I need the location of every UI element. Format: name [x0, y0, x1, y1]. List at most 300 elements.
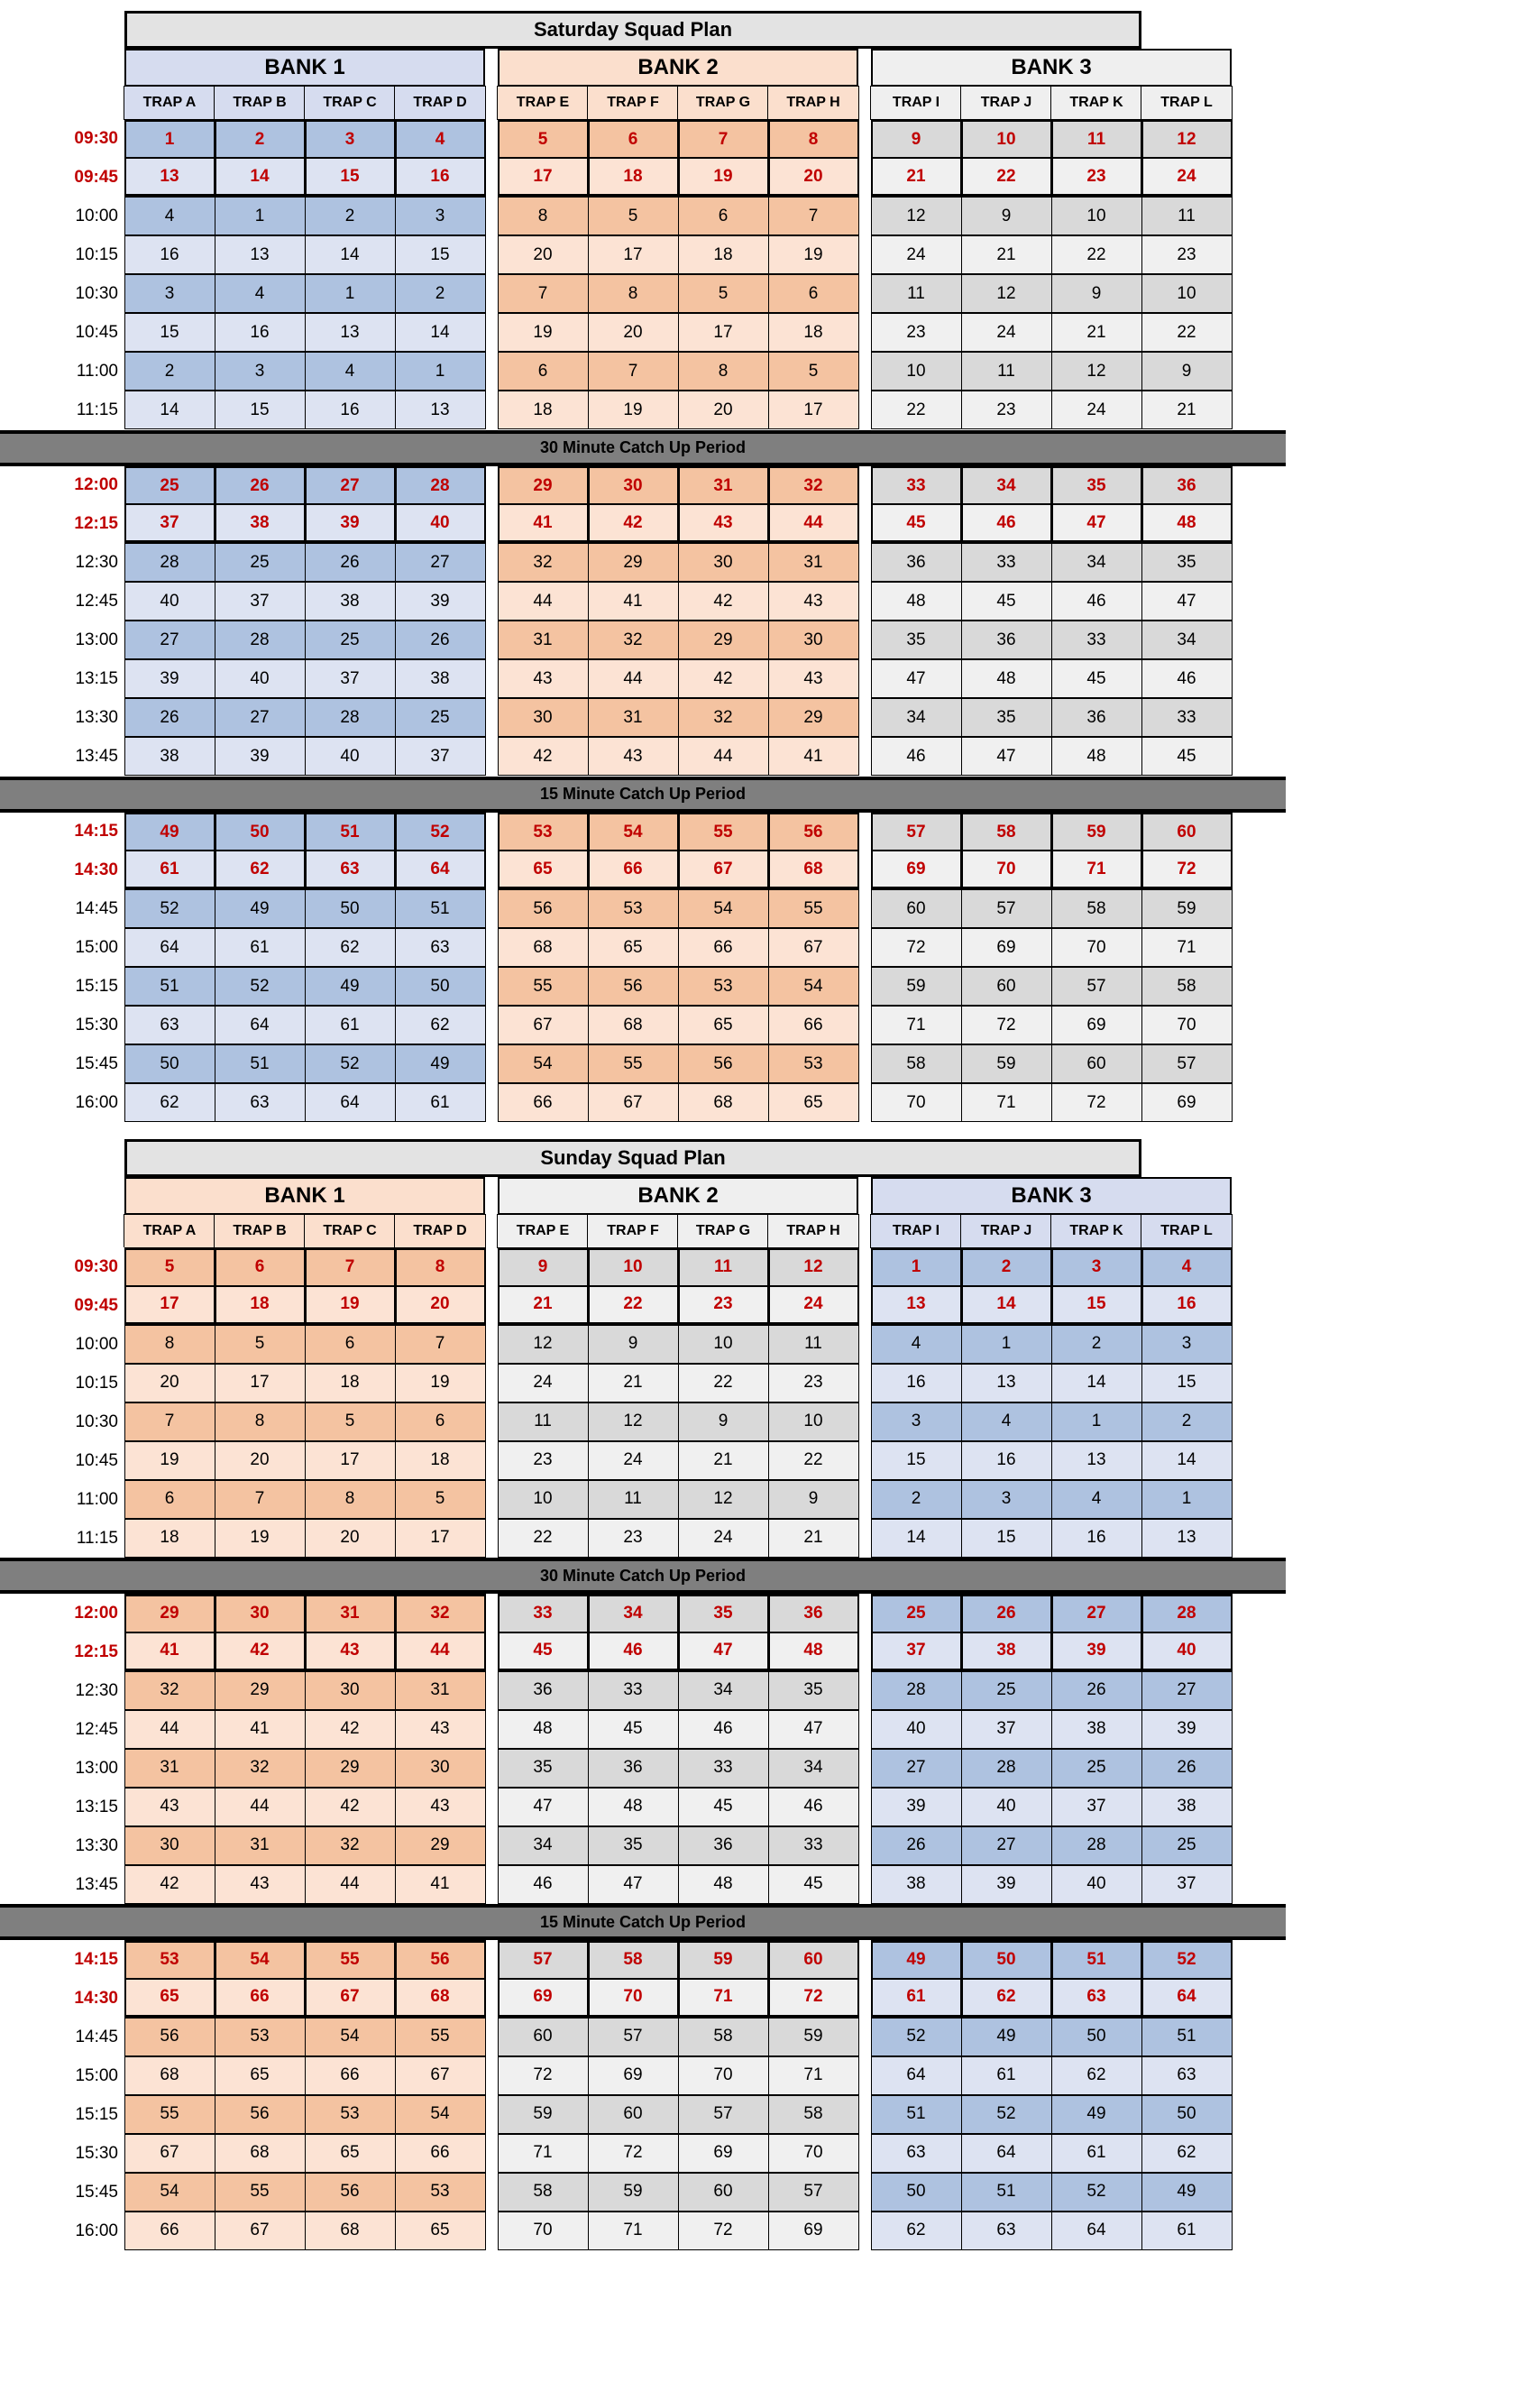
cell-value: 10	[961, 119, 1052, 158]
trap-header-trap-j: TRAP J	[960, 1214, 1052, 1248]
cell-value: 22	[1141, 313, 1233, 352]
grid-spacer	[485, 49, 498, 87]
cell-value: 57	[768, 2173, 859, 2212]
grid-spacer	[485, 851, 498, 890]
cell-value: 7	[305, 1247, 396, 1286]
cell-value: 15	[961, 1519, 1052, 1558]
grid-spacer	[485, 275, 498, 314]
grid-spacer	[858, 1325, 871, 1364]
cell-value: 59	[678, 1940, 769, 1979]
cell-value: 11	[768, 1325, 859, 1364]
cell-value: 1	[305, 274, 396, 313]
cell-value: 27	[305, 465, 396, 504]
time-label: 10:00	[0, 198, 124, 236]
cell-value: 70	[498, 2212, 589, 2250]
grid-spacer	[485, 1710, 498, 1749]
time-label: 10:45	[0, 1441, 124, 1480]
cell-value: 27	[1051, 1594, 1142, 1632]
cell-value: 6	[124, 1480, 215, 1519]
grid-spacer	[1232, 1325, 1286, 1364]
cell-value: 39	[961, 1865, 1052, 1904]
cell-value: 48	[1141, 504, 1233, 543]
time-label: 12:15	[0, 1632, 124, 1671]
cell-value: 27	[215, 698, 306, 737]
cell-value: 47	[871, 659, 962, 698]
cell-value: 41	[768, 737, 859, 776]
grid-spacer	[485, 1045, 498, 1084]
cell-value: 44	[305, 1865, 396, 1904]
cell-value: 28	[1051, 1826, 1142, 1865]
cell-value: 27	[1141, 1671, 1233, 1710]
grid-spacer	[1232, 1710, 1286, 1749]
cell-value: 9	[961, 197, 1052, 235]
time-label: 10:30	[0, 1402, 124, 1441]
cell-value: 26	[124, 698, 215, 737]
cell-value: 57	[961, 889, 1052, 928]
grid-spacer	[485, 159, 498, 198]
cell-value: 55	[215, 2173, 306, 2212]
cell-value: 61	[1141, 2212, 1233, 2250]
grid-spacer	[1232, 2173, 1286, 2212]
cell-value: 54	[305, 2018, 396, 2056]
grid-spacer	[485, 1177, 498, 1215]
grid-spacer	[1232, 851, 1286, 890]
cell-value: 34	[498, 1826, 589, 1865]
cell-value: 55	[768, 889, 859, 928]
cell-value: 62	[395, 1006, 486, 1044]
cell-value: 50	[395, 967, 486, 1006]
cell-value: 6	[768, 274, 859, 313]
time-label: 14:30	[0, 1979, 124, 2018]
time-label: 10:15	[0, 1364, 124, 1402]
cell-value: 2	[1051, 1325, 1142, 1364]
cell-value: 21	[1141, 391, 1233, 429]
time-label: 13:00	[0, 1749, 124, 1788]
cell-value: 23	[871, 313, 962, 352]
cell-value: 50	[1141, 2095, 1233, 2134]
cell-value: 58	[1141, 967, 1233, 1006]
grid-spacer	[858, 275, 871, 314]
trap-header-trap-c: TRAP C	[304, 86, 396, 120]
cell-value: 51	[871, 2095, 962, 2134]
catchup-period-bar: 30 Minute Catch Up Period	[0, 1558, 1286, 1594]
grid-spacer	[1232, 159, 1286, 198]
grid-spacer	[485, 2095, 498, 2134]
cell-value: 46	[871, 737, 962, 776]
cell-value: 1	[1141, 1480, 1233, 1519]
trap-header-trap-i: TRAP I	[870, 86, 962, 120]
catchup-period-bar: 30 Minute Catch Up Period	[0, 430, 1286, 466]
time-label: 15:30	[0, 2134, 124, 2173]
cell-value: 22	[871, 391, 962, 429]
grid-spacer	[485, 813, 498, 851]
cell-value: 6	[678, 197, 769, 235]
grid-spacer	[485, 1325, 498, 1364]
cell-value: 46	[961, 504, 1052, 543]
cell-value: 35	[1051, 465, 1142, 504]
cell-value: 44	[124, 1710, 215, 1749]
cell-value: 52	[124, 889, 215, 928]
cell-value: 16	[305, 391, 396, 429]
cell-value: 37	[871, 1632, 962, 1671]
cell-value: 49	[1141, 2173, 1233, 2212]
plan-saturday	[0, 11, 1540, 1123]
cell-value: 49	[961, 2018, 1052, 2056]
grid-spacer	[485, 890, 498, 929]
cell-value: 41	[588, 582, 679, 621]
cell-value: 20	[678, 391, 769, 429]
cell-value: 63	[124, 1006, 215, 1044]
cell-value: 9	[768, 1480, 859, 1519]
cell-value: 61	[124, 851, 215, 889]
cell-value: 36	[1141, 465, 1233, 504]
cell-value: 33	[498, 1594, 589, 1632]
grid-spacer	[858, 1519, 871, 1558]
cell-value: 20	[215, 1441, 306, 1480]
cell-value: 72	[498, 2056, 589, 2095]
grid-spacer	[858, 87, 871, 120]
cell-value: 69	[961, 928, 1052, 967]
grid-spacer	[485, 1865, 498, 1904]
cell-value: 29	[678, 621, 769, 659]
cell-value: 48	[961, 659, 1052, 698]
grid-spacer	[858, 813, 871, 851]
cell-value: 43	[498, 659, 589, 698]
grid-spacer	[1232, 1286, 1286, 1325]
cell-value: 42	[305, 1788, 396, 1826]
cell-value: 2	[395, 274, 486, 313]
cell-value: 3	[305, 119, 396, 158]
grid-spacer	[485, 621, 498, 660]
cell-value: 58	[961, 812, 1052, 851]
cell-value: 61	[1051, 2134, 1142, 2173]
cell-value: 29	[498, 465, 589, 504]
cell-value: 70	[1051, 928, 1142, 967]
grid-spacer	[858, 583, 871, 621]
cell-value: 40	[1141, 1632, 1233, 1671]
grid-spacer	[858, 1084, 871, 1123]
grid-spacer	[485, 198, 498, 236]
cell-value: 65	[768, 1083, 859, 1122]
trap-header-trap-a: TRAP A	[124, 1214, 215, 1248]
cell-value: 47	[588, 1865, 679, 1904]
cell-value: 8	[215, 1402, 306, 1441]
cell-value: 1	[871, 1247, 962, 1286]
cell-value: 2	[124, 352, 215, 391]
cell-value: 13	[395, 391, 486, 429]
grid-spacer	[858, 466, 871, 505]
cell-value: 17	[124, 1286, 215, 1325]
cell-value: 25	[1051, 1749, 1142, 1788]
cell-value: 44	[588, 659, 679, 698]
time-label: 10:00	[0, 1325, 124, 1364]
cell-value: 44	[498, 582, 589, 621]
time-label: 16:00	[0, 1084, 124, 1123]
cell-value: 4	[1051, 1480, 1142, 1519]
trap-header-trap-i: TRAP I	[870, 1214, 962, 1248]
cell-value: 71	[678, 1979, 769, 2018]
cell-value: 8	[588, 274, 679, 313]
cell-value: 6	[498, 352, 589, 391]
cell-value: 44	[395, 1632, 486, 1671]
cell-value: 32	[498, 543, 589, 582]
cell-value: 71	[588, 2212, 679, 2250]
cell-value: 3	[215, 352, 306, 391]
cell-value: 30	[124, 1826, 215, 1865]
time-label: 15:45	[0, 2173, 124, 2212]
cell-value: 46	[1141, 659, 1233, 698]
grid-spacer	[485, 1215, 498, 1248]
time-label: 14:30	[0, 851, 124, 890]
cell-value: 19	[305, 1286, 396, 1325]
grid-spacer	[1232, 660, 1286, 699]
cell-value: 8	[395, 1247, 486, 1286]
cell-value: 69	[1141, 1083, 1233, 1122]
cell-value: 23	[498, 1441, 589, 1480]
cell-value: 5	[588, 197, 679, 235]
grid-spacer	[485, 505, 498, 544]
cell-value: 66	[678, 928, 769, 967]
cell-value: 56	[678, 1044, 769, 1083]
cell-value: 12	[1051, 352, 1142, 391]
cell-value: 47	[768, 1710, 859, 1749]
cell-value: 32	[768, 465, 859, 504]
cell-value: 17	[215, 1364, 306, 1402]
cell-value: 70	[678, 2056, 769, 2095]
cell-value: 9	[678, 1402, 769, 1441]
trap-header-trap-l: TRAP L	[1141, 86, 1233, 120]
grid-spacer	[858, 2173, 871, 2212]
cell-value: 2	[871, 1480, 962, 1519]
time-label: 11:00	[0, 353, 124, 391]
cell-value: 6	[305, 1325, 396, 1364]
cell-value: 18	[678, 235, 769, 274]
cell-value: 66	[768, 1006, 859, 1044]
cell-value: 11	[871, 274, 962, 313]
cell-value: 51	[1141, 2018, 1233, 2056]
cell-value: 31	[215, 1826, 306, 1865]
cell-value: 30	[395, 1749, 486, 1788]
cell-value: 26	[1051, 1671, 1142, 1710]
cell-value: 12	[961, 274, 1052, 313]
cell-value: 68	[498, 928, 589, 967]
cell-value: 5	[498, 119, 589, 158]
cell-value: 68	[588, 1006, 679, 1044]
grid-spacer	[1232, 49, 1286, 87]
cell-value: 9	[1141, 352, 1233, 391]
cell-value: 60	[678, 2173, 769, 2212]
grid-spacer	[0, 1139, 124, 1177]
cell-value: 63	[871, 2134, 962, 2173]
cell-value: 72	[768, 1979, 859, 2018]
cell-value: 4	[871, 1325, 962, 1364]
time-label: 11:15	[0, 1519, 124, 1558]
cell-value: 46	[498, 1865, 589, 1904]
cell-value: 42	[498, 737, 589, 776]
cell-value: 9	[871, 119, 962, 158]
cell-value: 48	[871, 582, 962, 621]
cell-value: 54	[215, 1940, 306, 1979]
cell-value: 61	[961, 2056, 1052, 2095]
grid-spacer	[485, 1007, 498, 1045]
cell-value: 21	[768, 1519, 859, 1558]
time-label: 12:45	[0, 583, 124, 621]
cell-value: 9	[588, 1325, 679, 1364]
grid-spacer	[858, 968, 871, 1007]
cell-value: 30	[678, 543, 769, 582]
time-label: 16:00	[0, 2212, 124, 2250]
cell-value: 46	[768, 1788, 859, 1826]
grid-spacer	[485, 236, 498, 275]
cell-value: 27	[395, 543, 486, 582]
cell-value: 24	[1051, 391, 1142, 429]
cell-value: 72	[871, 928, 962, 967]
cell-value: 15	[305, 158, 396, 197]
cell-value: 67	[678, 851, 769, 889]
cell-value: 40	[871, 1710, 962, 1749]
cell-value: 8	[768, 119, 859, 158]
cell-value: 55	[305, 1940, 396, 1979]
grid-spacer	[485, 1084, 498, 1123]
cell-value: 52	[871, 2018, 962, 2056]
cell-value: 39	[215, 737, 306, 776]
cell-value: 56	[498, 889, 589, 928]
trap-header-trap-h: TRAP H	[767, 86, 859, 120]
cell-value: 72	[1141, 851, 1233, 889]
time-label: 14:45	[0, 2018, 124, 2056]
cell-value: 48	[588, 1788, 679, 1826]
cell-value: 50	[961, 1940, 1052, 1979]
grid-spacer	[1232, 968, 1286, 1007]
cell-value: 65	[305, 2134, 396, 2173]
grid-spacer	[858, 1979, 871, 2018]
cell-value: 27	[124, 621, 215, 659]
cell-value: 66	[395, 2134, 486, 2173]
time-label: 13:30	[0, 699, 124, 738]
time-label: 12:15	[0, 505, 124, 544]
catchup-period-bar: 15 Minute Catch Up Period	[0, 1904, 1286, 1940]
cell-value: 24	[1141, 158, 1233, 197]
cell-value: 56	[305, 2173, 396, 2212]
cell-value: 18	[124, 1519, 215, 1558]
grid-spacer	[485, 1364, 498, 1402]
cell-value: 69	[871, 851, 962, 889]
grid-spacer	[485, 466, 498, 505]
cell-value: 40	[961, 1788, 1052, 1826]
cell-value: 4	[305, 352, 396, 391]
cell-value: 68	[124, 2056, 215, 2095]
cell-value: 22	[498, 1519, 589, 1558]
grid-spacer	[1232, 1671, 1286, 1710]
cell-value: 23	[1141, 235, 1233, 274]
cell-value: 30	[498, 698, 589, 737]
cell-value: 13	[1141, 1519, 1233, 1558]
grid-spacer	[858, 1402, 871, 1441]
cell-value: 53	[768, 1044, 859, 1083]
cell-value: 46	[1051, 582, 1142, 621]
grid-spacer	[1232, 1749, 1286, 1788]
grid-spacer	[1232, 87, 1286, 120]
cell-value: 62	[871, 2212, 962, 2250]
cell-value: 41	[124, 1632, 215, 1671]
cell-value: 17	[395, 1519, 486, 1558]
grid-spacer	[485, 544, 498, 583]
time-label: 12:00	[0, 1594, 124, 1632]
time-label: 14:15	[0, 1940, 124, 1979]
cell-value: 45	[961, 582, 1052, 621]
cell-value: 57	[588, 2018, 679, 2056]
cell-value: 14	[395, 313, 486, 352]
cell-value: 25	[305, 621, 396, 659]
cell-value: 12	[588, 1402, 679, 1441]
cell-value: 31	[498, 621, 589, 659]
grid-spacer	[1232, 1441, 1286, 1480]
grid-spacer	[485, 1480, 498, 1519]
cell-value: 45	[678, 1788, 769, 1826]
cell-value: 53	[678, 967, 769, 1006]
cell-value: 48	[678, 1865, 769, 1904]
cell-value: 22	[588, 1286, 679, 1325]
cell-value: 14	[215, 158, 306, 197]
grid-spacer	[1232, 11, 1286, 49]
cell-value: 62	[961, 1979, 1052, 2018]
cell-value: 56	[124, 2018, 215, 2056]
cell-value: 42	[678, 582, 769, 621]
cell-value: 24	[768, 1286, 859, 1325]
cell-value: 59	[871, 967, 962, 1006]
cell-value: 48	[1051, 737, 1142, 776]
cell-value: 16	[395, 158, 486, 197]
cell-value: 37	[961, 1710, 1052, 1749]
cell-value: 45	[768, 1865, 859, 1904]
cell-value: 25	[961, 1671, 1052, 1710]
cell-value: 25	[871, 1594, 962, 1632]
cell-value: 65	[588, 928, 679, 967]
cell-value: 13	[305, 313, 396, 352]
cell-value: 59	[498, 2095, 589, 2134]
cell-value: 62	[124, 1083, 215, 1122]
cell-value: 29	[215, 1671, 306, 1710]
cell-value: 1	[961, 1325, 1052, 1364]
grid-spacer	[1232, 1177, 1286, 1215]
plan-grid	[0, 1139, 1540, 2251]
cell-value: 19	[588, 391, 679, 429]
cell-value: 69	[1051, 1006, 1142, 1044]
cell-value: 54	[588, 812, 679, 851]
cell-value: 10	[871, 352, 962, 391]
cell-value: 65	[124, 1979, 215, 2018]
grid-spacer	[1232, 621, 1286, 660]
cell-value: 23	[588, 1519, 679, 1558]
cell-value: 71	[961, 1083, 1052, 1122]
cell-value: 8	[498, 197, 589, 235]
cell-value: 52	[395, 812, 486, 851]
bank-header-2: BANK 2	[498, 1177, 858, 1215]
cell-value: 28	[1141, 1594, 1233, 1632]
cell-value: 21	[1051, 313, 1142, 352]
trap-header-trap-b: TRAP B	[214, 86, 306, 120]
cell-value: 63	[961, 2212, 1052, 2250]
cell-value: 36	[1051, 698, 1142, 737]
cell-value: 43	[678, 504, 769, 543]
cell-value: 11	[678, 1247, 769, 1286]
cell-value: 5	[215, 1325, 306, 1364]
cell-value: 23	[768, 1364, 859, 1402]
cell-value: 60	[961, 967, 1052, 1006]
cell-value: 16	[215, 313, 306, 352]
cell-value: 7	[498, 274, 589, 313]
cell-value: 35	[871, 621, 962, 659]
